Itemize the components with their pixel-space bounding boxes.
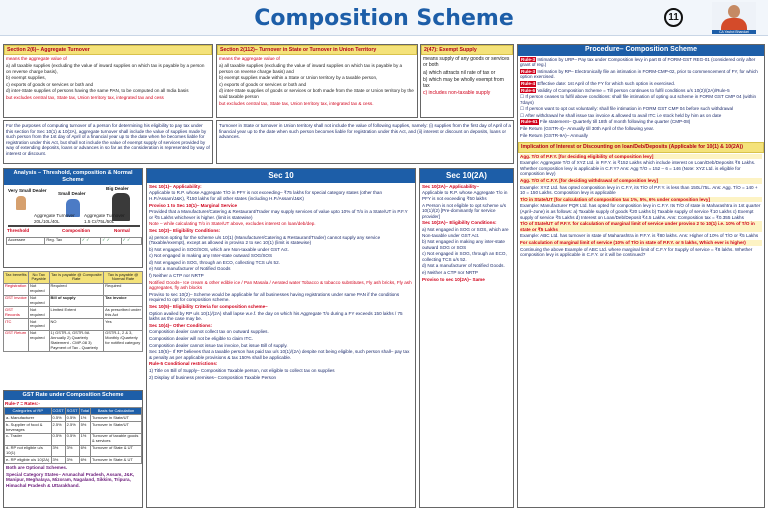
text-line: but excludes central tax, State tax, Union territory tax, integrated tax and cess (6, 94, 164, 100)
rule-item (520, 119, 762, 125)
table-header: Categories of RP (5, 408, 52, 415)
table-header: Tax is payable @ Normal Rate (104, 272, 143, 284)
table-cell: Not required (28, 295, 49, 307)
scheme-comparison (3, 271, 143, 387)
table-cell: 3% (65, 445, 79, 457)
text-line: means the aggregate value of (6, 56, 67, 62)
item-body: Continuing the above Example of ABC Ltd. where marginal limit of C.F.Y for Supply of service = ₹8 lakhs. Whether composition levy is applicable in C.F.Y. or it will be continued? (520, 246, 753, 258)
check-icon: ✓ ✓ (121, 237, 141, 244)
section-body (4, 55, 212, 102)
sec10-2a-panel (419, 168, 514, 508)
table-row (4, 307, 143, 319)
text-line: means the aggregate value of (219, 56, 280, 62)
table-cell: 5% (79, 422, 90, 434)
subheading: Sec 10(2A)– Eligibility Conditions: (422, 220, 497, 226)
item-body: Example: Aggregate T/O of XYZ Ltd. in P.F.Y. is ₹152 Lakhs which include interest on Loan/Deb/Deposits ₹6 Lakhs. Whether composition levy is applicable in C.F.Y? Ans: Agg T/O = 152 – 6 = 146 (Note: XYZ Ltd. is eligible for composition levy) (520, 160, 756, 177)
rule-item: File Return (GSTR-4)– Annually till 30th April of the following year. (520, 126, 655, 132)
table-cell: a- Manufacturer (5, 415, 52, 422)
section-heading: Section 2(112)– Turnover in State or Turnover in Union Territory (217, 45, 417, 55)
rule-text: Effective date: 1st April of the FY for which such option is exercised. (537, 80, 676, 86)
table-cell: Bill of supply (49, 295, 104, 307)
subheading: Sec 10(1)– Applicability: (149, 183, 202, 189)
table-header: Total (80, 407, 90, 413)
page-number-badge: 11 (664, 8, 683, 27)
text-line: Proviso 1 to Sec 10(1)– Marginal Service (149, 202, 238, 208)
rule-text: Validity of Composition Scheme = Till person continues to fulfil conditions u/s 10(2)/(2A)/Rule-5 (537, 87, 730, 93)
table-cell: 0.5% (51, 433, 65, 445)
table-cell: 1% (79, 433, 90, 445)
table-cell: 6% (79, 457, 90, 464)
footnote: Special Category States– Arunachal Pradesh, Assam, J&K, Manipur, Meghalaya, Mizoram, Nagaland, Sikkim, Tripura, Himachal Pradesh & Uttarakhand. (6, 471, 135, 489)
reg-tax-label: Reg. Tax (45, 237, 80, 244)
label-agg-turnover-1-value: 20L/10L/40L (34, 218, 60, 224)
table-row (5, 457, 142, 464)
table-row (5, 422, 142, 434)
implication-heading: Implication of Interest or Discounting on loan/Deb/Deposits (Applicable for 10(1) & 10(2A)) (518, 142, 764, 152)
rule-tag: Rule-61 (521, 119, 538, 125)
table-cell: 1) GSTR-4, GSTR-9A Annually 2) Quarterly Statement - CMP-08 3) Payment of Tax - Quarterly (49, 330, 104, 352)
gst-rate-panel (3, 390, 143, 508)
text-line: Option availed by RP u/s 10(1)/(2A) shall lapse w.e.f. the day on which his Aggregate T/o during a FY exceeds 150 lakhs / 75 lakhs as the case may be. (149, 310, 403, 322)
table-cell: Tax invoice (104, 295, 143, 307)
procedure-panel (517, 44, 765, 508)
text-line: a) which attracts nil rate of tax or (423, 69, 496, 76)
check-icon: ✓ ✓ (101, 237, 121, 244)
subheading: Sec 10(2A)– Applicability– (422, 183, 480, 189)
rule-text: File statement– Quarterly till 18th of month following the quarter (CMP-08) (539, 119, 691, 125)
item-body: Example: XYZ Ltd. has opted composition levy in C.F.Y, its T/O of P.F.Y. is less than 150L/75L. Ans: Agg. T/O = 140 + 10 = 150 Lakhs. Composition levy is applicable (520, 184, 758, 196)
rule-item: ☐ If person ceases to fulfil above conditions: shall file intimation of opting out scheme in FORM GST CMP 04 (within 7days) (520, 94, 757, 105)
table-header: Basis for Calculation (91, 408, 142, 415)
section-exempt-supply (420, 44, 514, 118)
label-big: Big Dealer (106, 185, 129, 191)
table-cell: GST Return (4, 330, 29, 352)
rule-item: ☐ If person want to opt out voluntarily: shall file intimation in FORM GST CMP 04 before such withdrawal (520, 106, 734, 112)
purpose-note (3, 120, 213, 164)
label-threshold: Threshold (7, 227, 30, 233)
rule-tag: Rule-3 (521, 68, 536, 74)
gst-rate-subheading: Rule-7 = Rates:- (5, 400, 40, 406)
person-small-icon (16, 196, 26, 210)
text-line: b) Not engaged in SOG/SOS, which are Non-taxable under GST Act. (149, 246, 289, 252)
avatar-head-icon (728, 5, 740, 18)
subheading: Sec 10(5)– Eligibility Criteria for composition scheme– (149, 304, 268, 310)
text-line: f) Neither a CTP nor NRTP (149, 273, 204, 279)
item-body: Example: Manufacturer PQR Ltd. has opted for composition levy in C.F.Y. Its T/O of state in Maharashtra in 1st quarter (April–June) is as follows: a) Taxable supply of goods ₹20 Lakhs b) Taxable supply of service ₹10 Lakhs c) Exempt supply of service ₹5 Lakhs d) Interest on Loan/Deb/Deposit ₹4.5 Lakhs. Ans: Composition tax = ₹0.355 Lakhs (520, 203, 761, 220)
table-cell: 3% (51, 445, 65, 457)
section-body (217, 55, 417, 108)
text-line: 2) Display of business premises– Composition Taxable Person (149, 374, 277, 380)
turnover-state-note (216, 120, 514, 164)
table-cell: 0.5% (65, 433, 79, 445)
subheading: Proviso to sec 10(2A)– Same (422, 276, 485, 282)
sec10-heading: Sec 10 (147, 169, 415, 183)
turnover-state-text: Turnover in State or turnover in Union territory shall not include the value of following supplies, namely: (i) supplies from the first day of April of a financial year up to the date when such person becomes liable for registration under this Act, and (ii) interest or discount on deposits, loans or advances. (219, 123, 511, 140)
section-heading: 2(47): Exempt Supply (421, 45, 513, 55)
table-header: Tax benefits (4, 272, 29, 284)
gst-footnotes (4, 464, 142, 490)
rule-tag: Rule-4 (521, 80, 536, 86)
table-cell: Required (104, 283, 143, 295)
text-line: c) Not engaged in SOG, through an ECO, collecting TCS u/s 52. (422, 251, 507, 262)
analysis-figure (4, 185, 142, 268)
item-body: Example: ABC Ltd. has turnover in state of Maharashtra in P.F.Y. is ₹80 lakhs. Ans: Higher of 10% of T/O or ₹5 Lakhs (520, 233, 759, 239)
table-cell: NO (49, 319, 104, 331)
header-banner (0, 0, 768, 36)
label-small: Small Dealer (58, 190, 86, 196)
purpose-text: For the purposes of computing turnover of a person for determining his eligibility to pay tax under this section for Sec 10(1) & 10(2A), aggregate turnover shall include the value of supplies made by such person from the 1st day of April of a financial year up to the date when he becomes liable for registration under this Act, but shall not include the value of exempt supply of services provided by way of extending deposits, loans or advances in so far as the consideration is represented by way of interest or discount. (6, 123, 210, 156)
text-line: c) exports of goods or services or both and (6, 81, 94, 87)
text-line: but excludes central tax, State tax, Union territory tax, integrated tax & cess. (219, 100, 374, 106)
text-line: Provided that a Manufacturer/Catering & Restaurant/Trader may supply services of value upto 10% of T/o in a State/UT in P.F.Y or ₹5 Lakhs whichever is higher. (limit is statewise) (149, 209, 408, 220)
text-line: Note – while calculating T/o in State/UT above, excludes interest on loan/deb/dep. (149, 221, 316, 227)
text-line: a) all taxable supplies (excluding the value of inward supplies on which tax is payable by a person on reverse charge basis), (6, 62, 205, 74)
table-row (4, 319, 143, 331)
section-aggregate-turnover (3, 44, 213, 118)
table-cell: d- RP not eligible u/s 10(1) (5, 445, 52, 457)
table-header: CGST (52, 407, 64, 413)
table-cell: Not required (28, 283, 49, 295)
table-cell: Turnover in State/UT (91, 422, 142, 434)
table-cell: Yes (104, 319, 143, 331)
table-cell: Not required (28, 307, 49, 319)
text-line: c) exports of goods or services or both and (219, 81, 307, 87)
table-row (4, 283, 143, 295)
text-line: a) Not engaged in SOG or SOS, which are Non-taxable under GST Act. (422, 226, 509, 238)
table-cell: 0.5% (65, 415, 79, 422)
rule-item (520, 88, 762, 94)
rule-tag: Rule-6 (521, 87, 536, 93)
text-line: b) which may be wholly exempt from tax (423, 76, 504, 89)
scheme-comparison-table (3, 271, 143, 352)
table-cell: Turnover in State & UT (91, 457, 142, 464)
check-icon: ✓ ✓ (80, 237, 100, 244)
text-line: means supply of any goods or services or both (423, 56, 510, 69)
rule-item (520, 57, 762, 68)
author-name: CA Yashvi Bhandari (712, 30, 756, 34)
table-cell: Required (49, 283, 104, 295)
gst-rate-table (4, 407, 142, 464)
text-line: b) Not engaged in making any inter-state outward SOG or SOS (422, 239, 505, 250)
table-row (5, 433, 142, 445)
item-heading: Agg. T/O of P.F.Y. [for deciding eligibility of composition levy] (520, 154, 762, 160)
label-very-small: Very Small Dealer (8, 187, 47, 193)
table-header: Tax is payable @ Composite Rate (50, 271, 102, 282)
procedure-rules (518, 56, 764, 141)
subheading: Rule-5 Conditional restrictions: (149, 361, 218, 367)
procedure-heading: Procedure– Composition Scheme (518, 45, 764, 56)
sec10-panel (146, 168, 416, 508)
table-header: SGST (66, 407, 78, 413)
text-line: Applicable to R.P. whose Aggregate T/o in PFY is not exceeding ₹50 lakhs (422, 190, 508, 201)
text-line: e) Neither a CTP nor NRTP (422, 270, 478, 276)
section-heading: Section 2(6)– Aggregate Turnover (4, 45, 212, 55)
text-line: d) Not engaged in SOG, through an ECO, collecting TCS u/s 52. (149, 259, 280, 265)
text-line: Proviso to sec 10(2)– Scheme would be applicable for all businesses having registrations under same PAN if the conditions required to opt for composition scheme. (149, 291, 400, 303)
text-line: Composition dealer will not be eligible to claim ITC. (149, 336, 253, 341)
text-line: Composition dealer cannot collect tax on outward supplies. (149, 329, 269, 335)
table-cell: Turnover of taxable goods & services (91, 433, 142, 445)
rule-text: Intimation by URP– Pay tax under Composition levy in part B of FORM-GST REG-01 (considered only after grant of reg.) (520, 56, 756, 68)
analysis-heading: Analysis – Threshold, composition & Normal Scheme (4, 169, 142, 185)
table-cell: ITC (4, 319, 29, 331)
accessee-label: Accessee (7, 237, 45, 244)
text-line: a) person opting for the scheme u/s 10(1) (Manufacturer/Catering & Restaurant/Trader) cannot supply any service (Taxable/exempt), except as allowed in proviso 2 to sec 10(1) (limit is statewise) (149, 234, 381, 246)
rule-item (520, 69, 762, 80)
text-line: d) inter-State supplies of persons having the same PAN, to be computed on all India basis (6, 88, 189, 94)
table-row (5, 445, 142, 457)
table-cell: 6% (79, 445, 90, 457)
text-line: 1) Title on Bill of Supply– Composition Taxable person, not eligible to collect tax on supplies (149, 367, 335, 373)
table-cell: Limited Extent (49, 307, 104, 319)
table-cell: b- Supplier of food & beverages (5, 422, 52, 434)
text-line: Notified Goods– Ice cream & other edible ice / Pan Masala / Aerated water Tobacco & tobacco substitutes, Fly ash bricks, Fly ash aggregates, fly ash blocks (149, 279, 412, 291)
table-header: No Tax Payable (28, 272, 49, 284)
rule-text: If person ceases to fulfil above conditions: shall file intimation of opting out scheme in FORM GST CMP 04 (within 7days) (520, 94, 757, 105)
table-cell: GST invoice (4, 295, 29, 307)
rule-item: ☐ After withdrawal he shall issue tax invoice & allowed to avail ITC i.e stock held by him as on date (520, 112, 722, 118)
rule-text: After withdrawal he shall issue tax invoice & allowed to avail ITC i.e stock held by him as on date (525, 112, 722, 118)
table-cell: 3% (51, 457, 65, 464)
table-row (4, 330, 143, 352)
table-cell: Registration (4, 283, 29, 295)
subheading: Sec 10(4)– Other Conditions: (149, 322, 213, 328)
item-heading: Agg. T/O of C.F.Y. [for deciding withdrawal of composition levy] (520, 178, 762, 184)
text-line: Composition dealer cannot issue tax invoice, but issue Bill of supply. (149, 342, 288, 348)
author-avatar (712, 2, 756, 34)
item-heading: T/O in State/UT [for calculation of composition tax 1%, 5%, 6% under composition levy] (520, 197, 762, 203)
sec10-2a-body (420, 183, 513, 285)
text-line: e) Not a manufacturer of Notified Goods (149, 266, 231, 272)
label-agg-turnover-2: Aggregate Turnover (84, 212, 125, 218)
section-body (421, 55, 513, 98)
text-line: A Person is not eligible to opt scheme u/s 10(1)/(2) [Pre-dominantly for service provider] (422, 202, 507, 219)
table-cell: As prescribed under this Act (105, 306, 141, 317)
rule-tag: Rule-3 (521, 56, 536, 62)
text-line: c) includes non-taxable supply (423, 89, 491, 96)
rule-item (520, 81, 762, 87)
table-cell: GST Records (4, 307, 29, 319)
table-cell: e- RP eligible u/s 10(2A) (6, 456, 50, 462)
label-agg-turnover-1: Aggregate Turnover (34, 212, 75, 218)
analysis-check-table (6, 237, 142, 245)
sec10-2a-heading: Sec 10(2A) (420, 169, 513, 183)
gst-rate-heading: GST Rate under Composition Scheme (4, 391, 142, 400)
table-cell: GSTR-1, 2 & 3, Monthly /Quarterly for notified category (104, 330, 143, 352)
text-line: b) exempt supplies, (6, 75, 46, 81)
table-row (5, 415, 142, 422)
table-row (4, 295, 143, 307)
item-heading: For calculation of marginal limit of service (10% of T/O in state of P.F.Y. or 5 lakhs, Which ever is higher) (520, 240, 762, 246)
table-cell: 1% (79, 415, 90, 422)
page-title: Composition Scheme (254, 6, 514, 31)
label-composition: Composition (62, 227, 91, 233)
section-turnover-in-state (216, 44, 418, 118)
table-cell: Not required (28, 319, 49, 331)
item-heading: T/O of State/UT of P.F.Y. for calculation of marginal limit of service under proviso 2 to 10(1) i.e. 10% of T/O in state or ₹5 Lakhs (520, 221, 762, 232)
text-line: Applicable to R.P. whose Aggregate T/O in PFY is not exceeding– ₹75 lakhs for special category states (other than H.P./Assam/J&K), ₹150 lakhs for all other states (including H.P./Assam/J&K) (149, 190, 382, 201)
rule-item: File Return (GSTR-9A)– Annually (520, 132, 588, 138)
text-line: c) Not engaged in making any Inter-state outward SOG/SOS (149, 253, 273, 259)
table-cell: Turnover in State/UT (91, 415, 142, 422)
sec10-body (147, 183, 415, 382)
rule-text: If person want to opt out voluntarily: shall file intimation in FORM GST CMP 04 before such withdrawal (525, 106, 734, 112)
table-cell: 2.5% (51, 422, 65, 434)
threshold-line (8, 225, 140, 227)
footnote: Both are Optional Schemes. (6, 465, 68, 471)
subheading: Sec 10(2)– Eligibility Conditions: (149, 227, 221, 233)
rule-text: Intimation by RP– Electronically file an intimation in FORM-CMP-02, prior to commencement of FY, for which option exercised. (520, 68, 758, 80)
text-line: d) Not a manufacturer of Notified Goods. (422, 263, 505, 269)
table-cell: 2.5% (65, 422, 79, 434)
table-cell: Turnover of State & UT (91, 445, 142, 457)
implication-items (518, 153, 764, 260)
text-line: d) inter-State supplies of goods or services or both made from the State or Union territory by the said taxable person (219, 88, 414, 99)
table-cell: c- Trader (5, 433, 52, 445)
label-agg-turnover-2-value: 1.5 Cr/75L/50L (84, 218, 115, 224)
text-line: a) all taxable supplies (excluding the value of inward supplies on which tax is payable by a person on reverse charge basis) and (219, 62, 403, 74)
label-normal: Normal (114, 227, 130, 233)
text-line: Sec 10(5)– If RP believes that a taxable person has paid tax u/s 10(1)/(2A) despite not being eligible, such person shall– pay tax & penalty as per applicable provisions & tax 150% shall be applicable. (149, 349, 410, 360)
table-cell: 0.5% (51, 415, 65, 422)
table-cell: Not required (28, 330, 49, 352)
text-line: b) exempt supplies made within a State or Union territory by a taxable person, (219, 75, 378, 81)
analysis-panel (3, 168, 143, 268)
table-cell: 3% (65, 457, 79, 464)
